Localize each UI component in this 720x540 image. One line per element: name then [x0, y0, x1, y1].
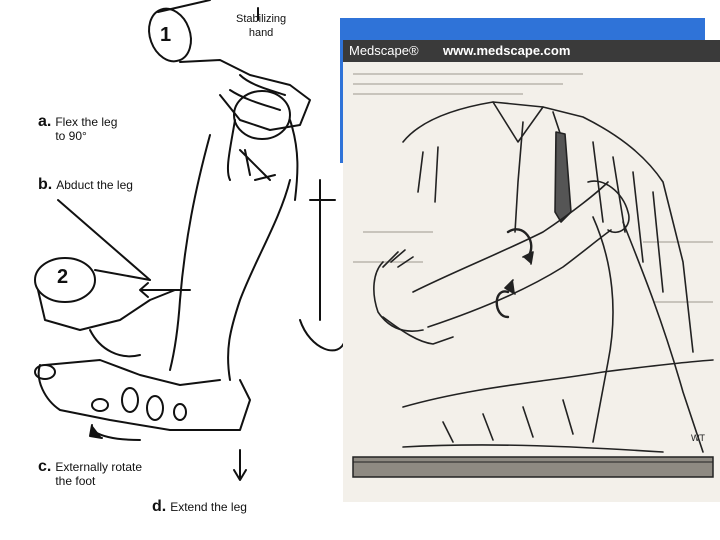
step-d	[152, 500, 247, 514]
step-b-text: Abduct the leg	[56, 178, 133, 192]
step-a-text: Flex the leg to 90°	[55, 115, 118, 143]
right-illustration	[343, 40, 720, 502]
leg-line-drawing	[0, 0, 345, 540]
hand-number-2: 2	[57, 266, 69, 288]
step-a-letter: a.	[38, 113, 52, 130]
step-d-letter: d.	[152, 498, 167, 515]
left-illustration	[0, 0, 345, 540]
medscape-brand: Medscape®	[349, 43, 419, 58]
stabilizing-hand-label: Stabilizing hand	[236, 13, 287, 39]
step-c	[38, 460, 142, 488]
examination-drawing	[343, 62, 720, 502]
step-b	[38, 178, 133, 192]
artist-signature: WT	[691, 433, 705, 443]
step-c-letter: c.	[38, 458, 52, 475]
step-d-text: Extend the leg	[170, 500, 247, 514]
step-c-text: Externally rotate the foot	[55, 460, 143, 488]
hand-number-1: 1	[160, 24, 172, 46]
medscape-url: www.medscape.com	[443, 43, 571, 58]
step-a	[38, 115, 117, 143]
medscape-header	[343, 40, 720, 62]
step-b-letter: b.	[38, 176, 53, 193]
